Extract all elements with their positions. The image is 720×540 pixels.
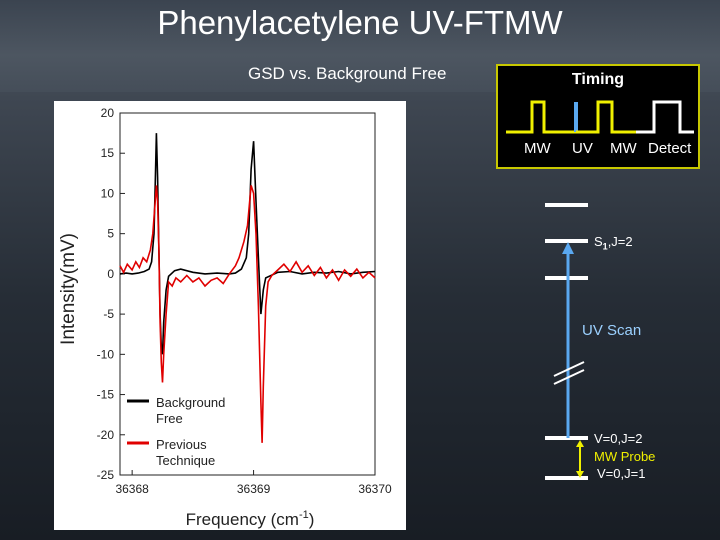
- timing-label-uv: UV: [572, 140, 593, 157]
- y-tick-label: 5: [107, 226, 114, 241]
- y-tick-label: -20: [96, 427, 114, 442]
- uv-scan-arrowhead: [562, 242, 574, 254]
- y-tick-label: -10: [96, 347, 114, 362]
- mw-pulse-1: [506, 102, 576, 132]
- timing-box: [496, 64, 700, 169]
- y-tick-label: -5: [103, 307, 114, 322]
- slide-subtitle: GSD vs. Background Free: [248, 64, 447, 83]
- x-tick-label: 36370: [358, 482, 392, 496]
- label-uv-scan: UV Scan: [582, 322, 642, 339]
- y-axis-label: Intensity(mV): [58, 233, 79, 345]
- label-s1-j2: $S_1,J=2$: [594, 234, 633, 252]
- timing-label-mw-2: MW: [610, 140, 637, 157]
- detect-pulse: [636, 102, 694, 132]
- mw-probe-arrowhead-up: [576, 440, 584, 447]
- x-tick-label: 36368: [115, 482, 149, 496]
- y-tick-label: 10: [100, 186, 114, 201]
- chart-panel: [54, 101, 406, 530]
- timing-label-mw: MW: [524, 140, 551, 157]
- x-tick-label: 36369: [236, 482, 271, 496]
- label-v0-j2: V=0,J=2: [594, 431, 643, 446]
- legend-label-background-free: Background Free: [156, 395, 226, 426]
- y-tick-label: -25: [96, 468, 114, 482]
- spectrum-chart: [54, 101, 406, 530]
- y-tick-label: 0: [107, 266, 114, 281]
- y-tick-label: -15: [96, 387, 114, 402]
- legend: [127, 395, 229, 468]
- mw-pulse-2: [576, 102, 636, 132]
- y-tick-label: 15: [100, 146, 114, 161]
- label-mw-probe: MW Probe: [594, 449, 656, 464]
- x-axis-label: Frequency $(cm^{-1})$: [185, 509, 315, 529]
- timing-title: Timing: [571, 71, 625, 88]
- y-tick-label: 20: [100, 106, 114, 120]
- label-v0-j1: V=0,J=1: [597, 466, 646, 481]
- slide-title: Phenylacetylene UV-FTMW: [157, 4, 563, 41]
- legend-label-previous-technique: Previous Technique: [156, 437, 216, 468]
- timing-label-detect: Detect: [648, 140, 692, 157]
- axes-layer: [97, 106, 392, 496]
